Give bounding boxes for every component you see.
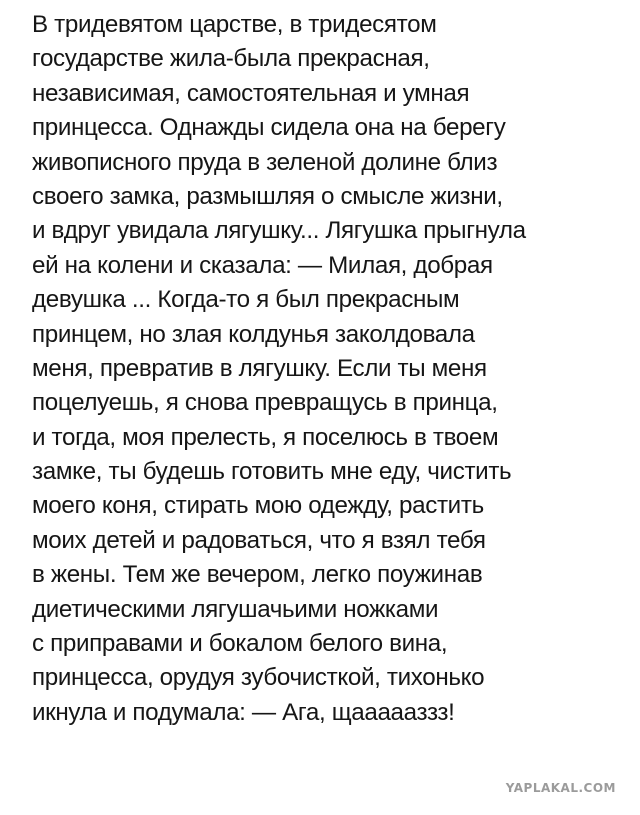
- text-line: живописного пруда в зеленой долине близ: [32, 148, 498, 176]
- text-line: В тридевятом царстве, в тридесятом: [32, 11, 437, 38]
- text-line: меня, превратив в лягушку. Если ты меня: [32, 354, 487, 382]
- text-line: замке, ты будешь готовить мне еду, чистить: [32, 458, 512, 486]
- text-line: и вдруг увидала лягушку... Лягушка прыгнула: [32, 217, 526, 245]
- text-line: моих детей и радоваться, что я взял тебя: [32, 526, 486, 554]
- text-line: в жены. Тем же вечером, легко поужинав: [32, 561, 483, 589]
- site-watermark: YAPLAKAL.COM: [505, 781, 616, 795]
- text-line: государстве жила-была прекрасная,: [32, 45, 430, 73]
- text-line: своего замка, размышляя о смысле жизни,: [32, 182, 503, 210]
- text-line: независимая, самостоятельная и умная: [32, 79, 470, 107]
- text-line: диетическими лягушачьими ножками: [32, 595, 439, 623]
- story-text: [32, 8, 632, 730]
- text-line: принцесса, орудуя зубочисткой, тихонько: [32, 664, 485, 692]
- text-line: девушка ... Когда-то я был прекрасным: [32, 286, 460, 314]
- text-line: принцесса. Однажды сидела она на берегу: [32, 114, 506, 142]
- text-line: с приправами и бокалом белого вина,: [32, 630, 448, 658]
- text-line: принцем, но злая колдунья заколдовала: [32, 320, 475, 348]
- text-line: ей на колени и сказала: — Милая, добрая: [32, 251, 493, 279]
- text-line: поцелуешь, я снова превращусь в принца,: [32, 389, 498, 417]
- text-line: и тогда, моя прелесть, я поселюсь в твоем: [32, 423, 499, 451]
- text-line: моего коня, стирать мою одежду, растить: [32, 492, 484, 520]
- text-line: икнула и подумала: — Ага, щаааааззз!: [32, 698, 455, 726]
